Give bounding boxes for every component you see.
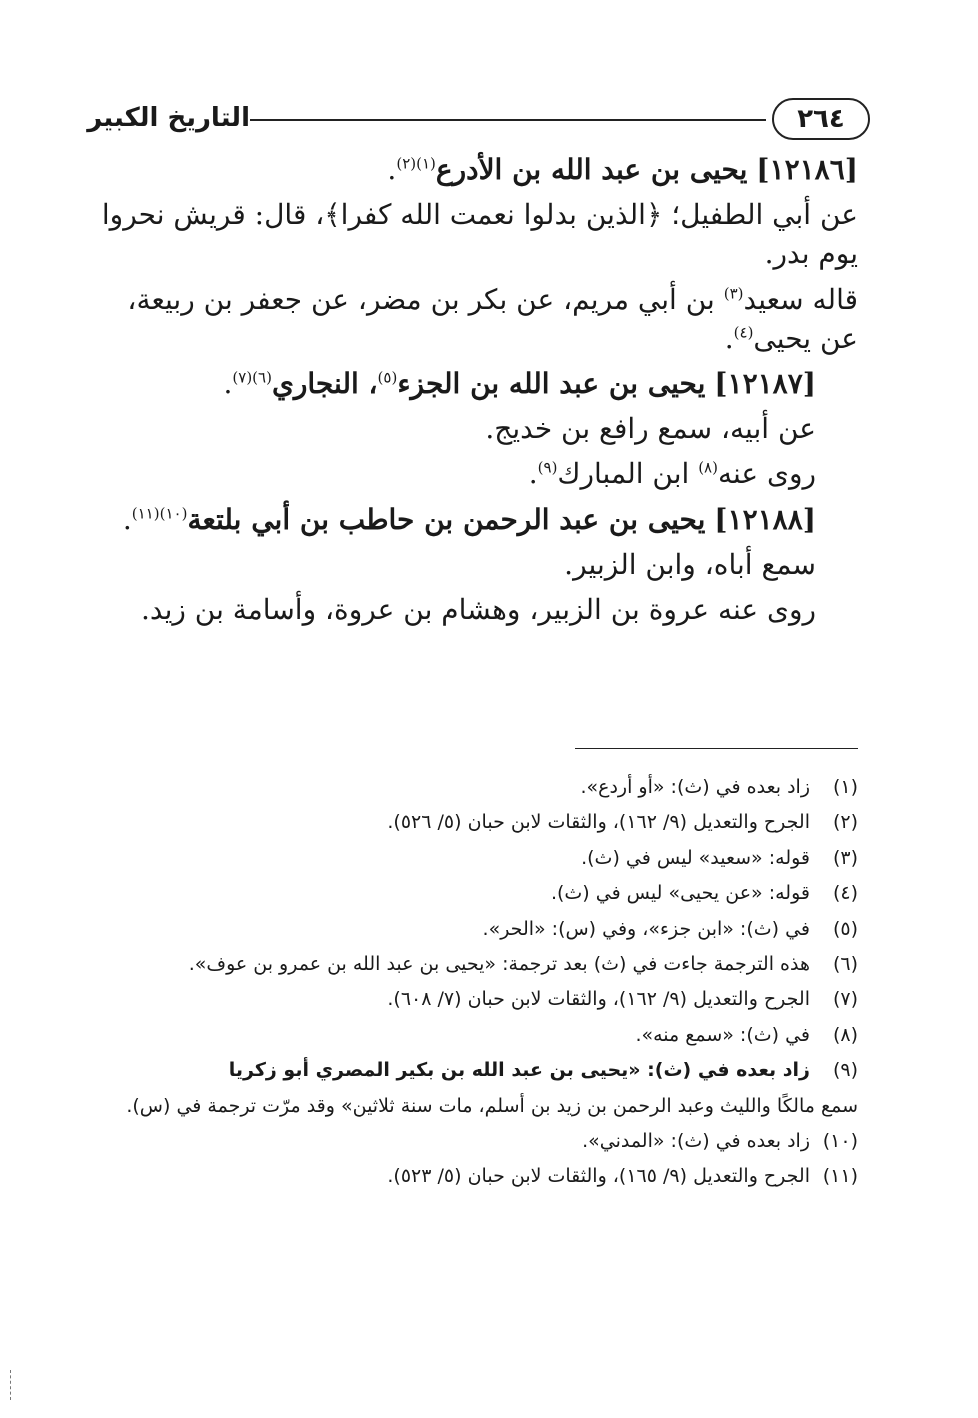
- punctuation: .: [223, 366, 233, 400]
- page-number: ٢٦٤: [772, 98, 870, 140]
- footnote-11: [100, 1161, 858, 1191]
- main-text: [90, 150, 858, 635]
- footnote-text: زاد بعده في (ث): «المدني».: [582, 1129, 810, 1152]
- footnote-text: في (ث): «ابن جزء»، وفي (س): «الحر».: [482, 917, 810, 940]
- footnote-text: الجرح والتعديل (٩/ ١٦٢)، والثقات لابن حبان (٧/ ٦٠٨).: [387, 988, 810, 1011]
- entry-name-nisba: ، النجاري: [271, 366, 378, 400]
- footnote-8: [100, 1020, 858, 1050]
- footnote-9-continuation: [100, 1091, 858, 1121]
- scan-margin-mark: [10, 1370, 11, 1400]
- footnote-ref[interactable]: (١٠)(١١): [131, 504, 188, 523]
- footnote-text: سمع مالكًا والليث وعبد الرحمن بن زيد بن أسلم، مات سنة ثلاثين» وقد مرّت ترجمة في (س).: [126, 1094, 858, 1117]
- footnote-text: الجرح والتعديل (٩/ ١٦٢)، والثقات لابن حبان (٥/ ٥٢٦).: [387, 811, 810, 834]
- footnote-text: هذه الترجمة جاءت في (ث) بعد ترجمة: «يحيى بن عبد الله بن عمرو بن عوف».: [188, 952, 810, 975]
- footnote-number: (٨): [832, 1023, 858, 1046]
- footnote-7: [100, 984, 858, 1014]
- entry-12187-text-1: عن أبيه، سمع رافع بن خديج.: [485, 412, 816, 446]
- footnote-number: (٦): [832, 952, 858, 975]
- footnote-text: زاد بعده في (ث): «أو أردع».: [580, 776, 810, 798]
- book-title: التاريخ الكبير: [87, 103, 250, 133]
- footnote-number: (٤): [832, 882, 858, 905]
- footnote-4: [100, 878, 858, 908]
- entry-number: [١٢١٨٧]: [714, 366, 816, 400]
- entry-number: [١٢١٨٦]: [756, 153, 858, 186]
- header-rule: [250, 119, 766, 121]
- footnote-5: [100, 914, 858, 944]
- footnote-text: قوله: «عن يحيى» ليس في (ث).: [550, 882, 810, 905]
- entry-12186-text-2: [90, 280, 858, 358]
- footnote-separator: [575, 748, 858, 749]
- footnote-number: (١٠): [822, 1129, 858, 1152]
- footnote-10: [100, 1126, 858, 1156]
- footnote-ref[interactable]: (٨): [698, 458, 718, 477]
- page-header: [87, 96, 870, 146]
- footnote-number: (٩): [832, 1059, 858, 1082]
- punctuation: .: [122, 502, 132, 536]
- footnote-number: (١): [832, 776, 858, 798]
- text-segment: قاله سعيد: [743, 282, 858, 316]
- footnote-1: [100, 772, 858, 802]
- footnote-number: (٣): [832, 846, 858, 869]
- entry-12186-text-1: عن أبي الطفيل؛ ﴿الذين بدلوا نعمت الله كفرا﴾، قال: قريش نحروا يوم بدر.: [101, 198, 858, 271]
- entry-12187-text-2: [90, 454, 858, 493]
- entry-name: يحيى بن عبد الله بن الجزء: [397, 366, 706, 400]
- entry-name: يحيى بن عبد الرحمن بن حاطب بن أبي بلتعة: [187, 502, 706, 536]
- footnotes: [100, 772, 858, 1197]
- footnote-ref[interactable]: (٥): [377, 368, 398, 387]
- entry-12186-heading: [90, 150, 858, 189]
- entry-12188-text-2: روى عنه عروة بن الزبير، وهشام بن عروة، وأسامة بن زيد.: [140, 592, 816, 626]
- footnote-text-first-line: زاد بعده في (ث): «يحيى بن عبد الله بن بكير المصري أبو زكريا: [228, 1059, 810, 1082]
- footnote-text: في (ث): «سمع منه».: [635, 1023, 810, 1046]
- footnote-9: [100, 1055, 858, 1085]
- footnote-6: [100, 949, 858, 979]
- text-segment: بن أبي مريم، عن بكر بن مضر، عن جعفر بن ربيعة، عن يحيى: [127, 282, 858, 355]
- footnote-ref[interactable]: (٤): [733, 323, 754, 342]
- footnote-ref[interactable]: (٣): [723, 284, 744, 303]
- punctuation: .: [528, 457, 538, 491]
- footnote-number: (٥): [832, 917, 858, 940]
- footnote-ref[interactable]: (٩): [537, 458, 558, 477]
- footnote-3: [100, 843, 858, 873]
- entry-12188-heading: [90, 500, 858, 539]
- footnote-text: الجرح والتعديل (٩/ ١٦٥)، والثقات لابن حبان (٥/ ٥٢٣).: [387, 1165, 810, 1188]
- footnote-number: (٢): [832, 811, 858, 834]
- footnote-ref[interactable]: (٦)(٧): [232, 368, 272, 387]
- entry-number: [١٢١٨٨]: [714, 502, 816, 536]
- text-segment: روى عنه: [717, 457, 816, 491]
- footnote-number: (٧): [832, 988, 858, 1011]
- entry-12187-heading: [90, 364, 858, 403]
- footnote-number: (١١): [822, 1165, 858, 1188]
- entry-12188-text-1: سمع أباه، وابن الزبير.: [564, 547, 816, 581]
- text-segment: ابن المبارك: [557, 457, 699, 491]
- footnote-2: [100, 807, 858, 837]
- footnote-ref[interactable]: (١)(٢): [396, 154, 436, 173]
- footnote-text: قوله: «سعيد» ليس في (ث).: [581, 846, 810, 869]
- entry-name: يحيى بن عبد الله بن الأدرع: [435, 153, 748, 186]
- punctuation: .: [387, 153, 397, 186]
- punctuation: .: [724, 321, 734, 355]
